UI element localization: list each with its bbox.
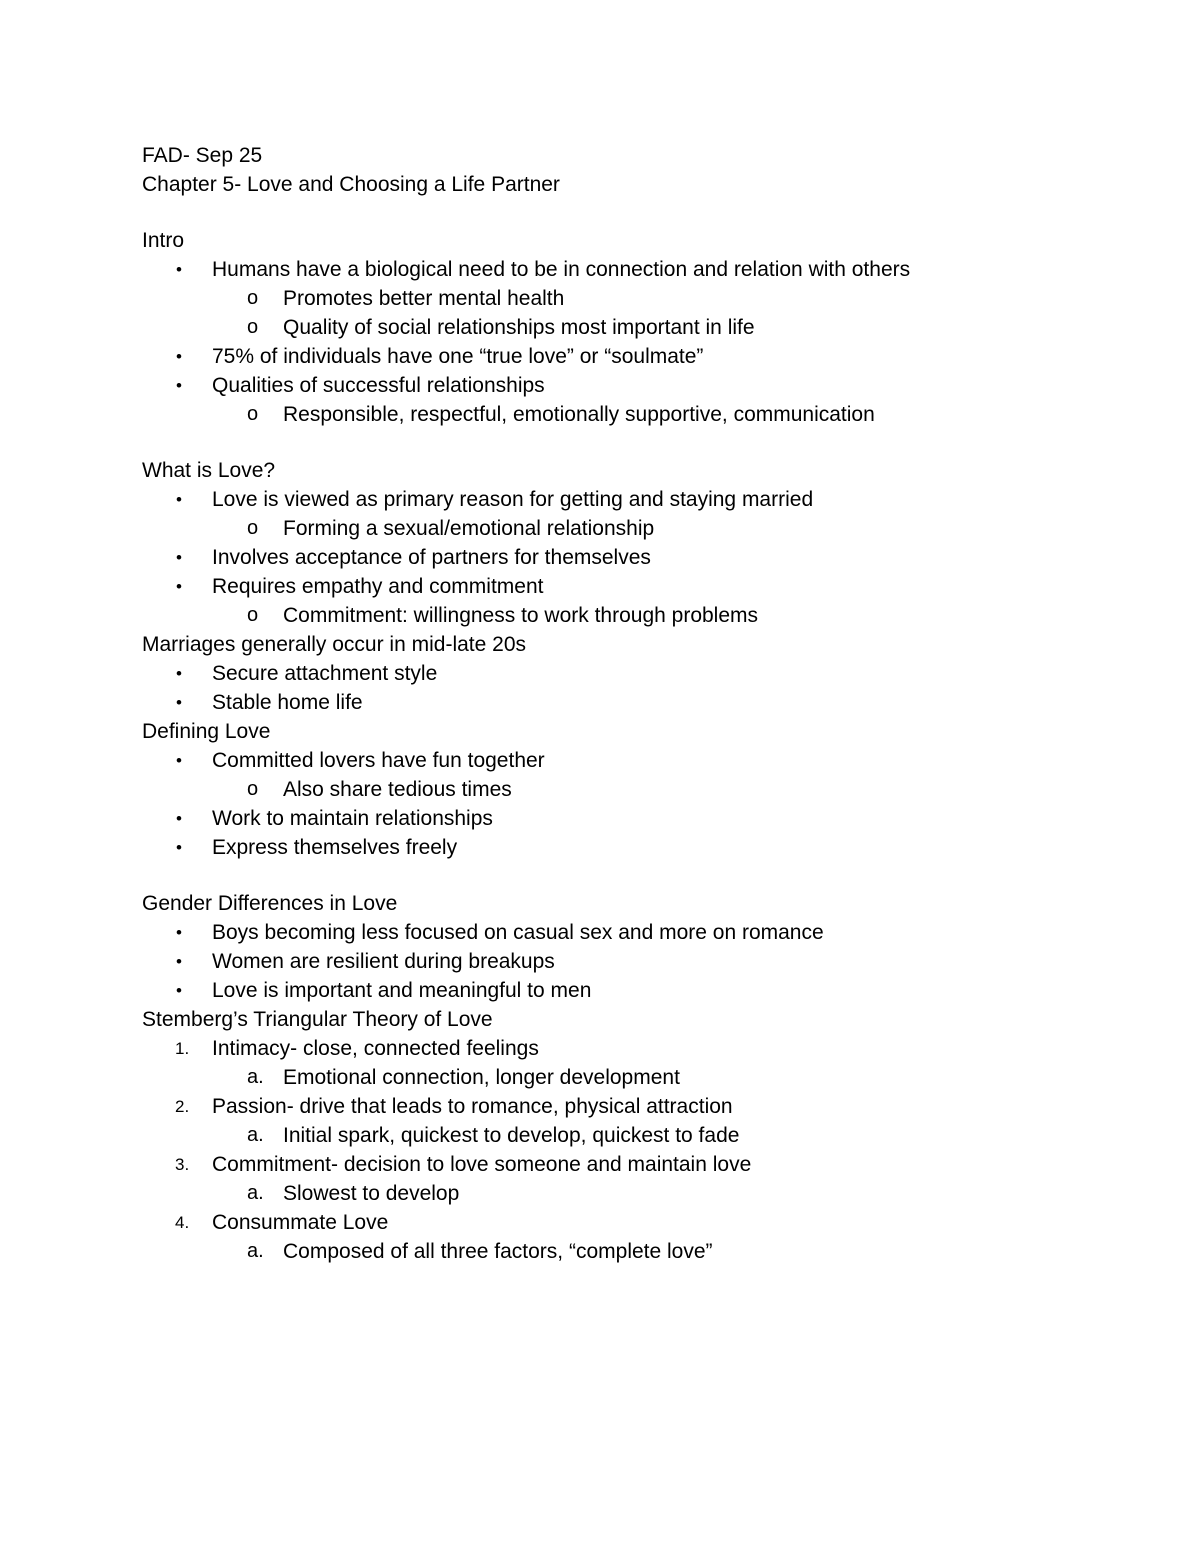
list-item-text: Quality of social relationships most important in life bbox=[283, 316, 755, 339]
bullet-marker: • bbox=[176, 260, 182, 279]
number-marker: 2. bbox=[175, 1097, 190, 1116]
section-heading-intro: Intro bbox=[142, 229, 185, 252]
list-item-text: Love is viewed as primary reason for getting and staying married bbox=[212, 488, 814, 511]
list-item-text: Forming a sexual/emotional relationship bbox=[283, 517, 655, 540]
section-heading-defining-love: Defining Love bbox=[142, 720, 271, 743]
list-item-text: Slowest to develop bbox=[283, 1182, 460, 1205]
list-item-text: Intimacy- close, connected feelings bbox=[212, 1037, 539, 1060]
document-page bbox=[142, 141, 1142, 1266]
lettered-sub-item bbox=[142, 1121, 1142, 1150]
blank-line bbox=[142, 429, 1142, 456]
list-item-text: Work to maintain relationships bbox=[212, 807, 493, 830]
sub-list-item bbox=[142, 601, 1142, 630]
list-item bbox=[142, 543, 1142, 572]
list-item-text: Committed lovers have fun together bbox=[212, 749, 545, 772]
number-marker: 1. bbox=[175, 1039, 190, 1058]
lettered-sub-item bbox=[142, 1063, 1142, 1092]
list-item-text: Also share tedious times bbox=[283, 778, 512, 801]
list-item-text: Composed of all three factors, “complete love” bbox=[283, 1240, 713, 1263]
list-item bbox=[142, 342, 1142, 371]
bullet-marker: • bbox=[176, 952, 182, 971]
list-item bbox=[142, 485, 1142, 514]
bullet-marker: • bbox=[176, 347, 182, 366]
list-item bbox=[142, 833, 1142, 862]
list-item-text: Love is important and meaningful to men bbox=[212, 979, 592, 1002]
lettered-sub-item bbox=[142, 1237, 1142, 1266]
section-heading-triangular-theory: Stemberg’s Triangular Theory of Love bbox=[142, 1008, 493, 1031]
sub-bullet-marker: o bbox=[247, 604, 259, 626]
bullet-marker: • bbox=[176, 577, 182, 596]
numbered-item bbox=[142, 1092, 1142, 1121]
list-item-text: Boys becoming less focused on casual sex and more on romance bbox=[212, 921, 824, 944]
list-item bbox=[142, 947, 1142, 976]
list-item-text: Emotional connection, longer development bbox=[283, 1066, 680, 1089]
list-item-text: 75% of individuals have one “true love” or “soulmate” bbox=[212, 345, 704, 368]
chapter-title: Chapter 5- Love and Choosing a Life Partner bbox=[142, 173, 560, 196]
sub-list-item bbox=[142, 514, 1142, 543]
bullet-marker: • bbox=[176, 693, 182, 712]
list-item-text: Secure attachment style bbox=[212, 662, 438, 685]
list-item-text: Responsible, respectful, emotionally supportive, communication bbox=[283, 403, 875, 426]
list-item bbox=[142, 572, 1142, 601]
list-item bbox=[142, 371, 1142, 400]
list-item bbox=[142, 804, 1142, 833]
letter-marker: a. bbox=[247, 1124, 264, 1146]
bullet-marker: • bbox=[176, 664, 182, 683]
numbered-item bbox=[142, 1034, 1142, 1063]
list-item-text: Express themselves freely bbox=[212, 836, 458, 859]
letter-marker: a. bbox=[247, 1182, 264, 1204]
list-item bbox=[142, 255, 1142, 284]
list-item-text: Requires empathy and commitment bbox=[212, 575, 544, 598]
number-marker: 4. bbox=[175, 1213, 190, 1232]
section-heading-what-is-love: What is Love? bbox=[142, 459, 276, 482]
number-marker: 3. bbox=[175, 1155, 190, 1174]
list-item-text: Passion- drive that leads to romance, physical attraction bbox=[212, 1095, 733, 1118]
document-title: FAD- Sep 25 bbox=[142, 144, 263, 167]
numbered-item bbox=[142, 1150, 1142, 1179]
bullet-marker: • bbox=[176, 490, 182, 509]
sub-list-item bbox=[142, 313, 1142, 342]
sub-list-item bbox=[142, 775, 1142, 804]
list-item-text: Stable home life bbox=[212, 691, 363, 714]
section-heading-marriages: Marriages generally occur in mid-late 20s bbox=[142, 633, 526, 656]
list-item-text: Initial spark, quickest to develop, quickest to fade bbox=[283, 1124, 740, 1147]
list-item bbox=[142, 659, 1142, 688]
sub-list-item bbox=[142, 284, 1142, 313]
sub-list-item bbox=[142, 400, 1142, 429]
bullet-marker: • bbox=[176, 751, 182, 770]
sub-bullet-marker: o bbox=[247, 517, 259, 539]
list-item-text: Women are resilient during breakups bbox=[212, 950, 555, 973]
list-item bbox=[142, 746, 1142, 775]
bullet-marker: • bbox=[176, 981, 182, 1000]
bullet-marker: • bbox=[176, 838, 182, 857]
list-item-text: Humans have a biological need to be in connection and relation with others bbox=[212, 258, 911, 281]
blank-line bbox=[142, 862, 1142, 889]
list-item-text: Promotes better mental health bbox=[283, 287, 565, 310]
list-item bbox=[142, 918, 1142, 947]
list-item bbox=[142, 976, 1142, 1005]
blank-line bbox=[142, 199, 1142, 226]
letter-marker: a. bbox=[247, 1066, 264, 1088]
numbered-item bbox=[142, 1208, 1142, 1237]
sub-bullet-marker: o bbox=[247, 316, 259, 338]
bullet-marker: • bbox=[176, 809, 182, 828]
bullet-marker: • bbox=[176, 923, 182, 942]
list-item bbox=[142, 688, 1142, 717]
bullet-marker: • bbox=[176, 376, 182, 395]
letter-marker: a. bbox=[247, 1240, 264, 1262]
sub-bullet-marker: o bbox=[247, 287, 259, 309]
list-item-text: Commitment- decision to love someone and maintain love bbox=[212, 1153, 752, 1176]
sub-bullet-marker: o bbox=[247, 778, 259, 800]
sub-bullet-marker: o bbox=[247, 403, 259, 425]
list-item-text: Qualities of successful relationships bbox=[212, 374, 545, 397]
list-item-text: Involves acceptance of partners for themselves bbox=[212, 546, 651, 569]
list-item-text: Consummate Love bbox=[212, 1211, 389, 1234]
list-item-text: Commitment: willingness to work through problems bbox=[283, 604, 759, 627]
bullet-marker: • bbox=[176, 548, 182, 567]
lettered-sub-item bbox=[142, 1179, 1142, 1208]
section-heading-gender-differences: Gender Differences in Love bbox=[142, 892, 398, 915]
